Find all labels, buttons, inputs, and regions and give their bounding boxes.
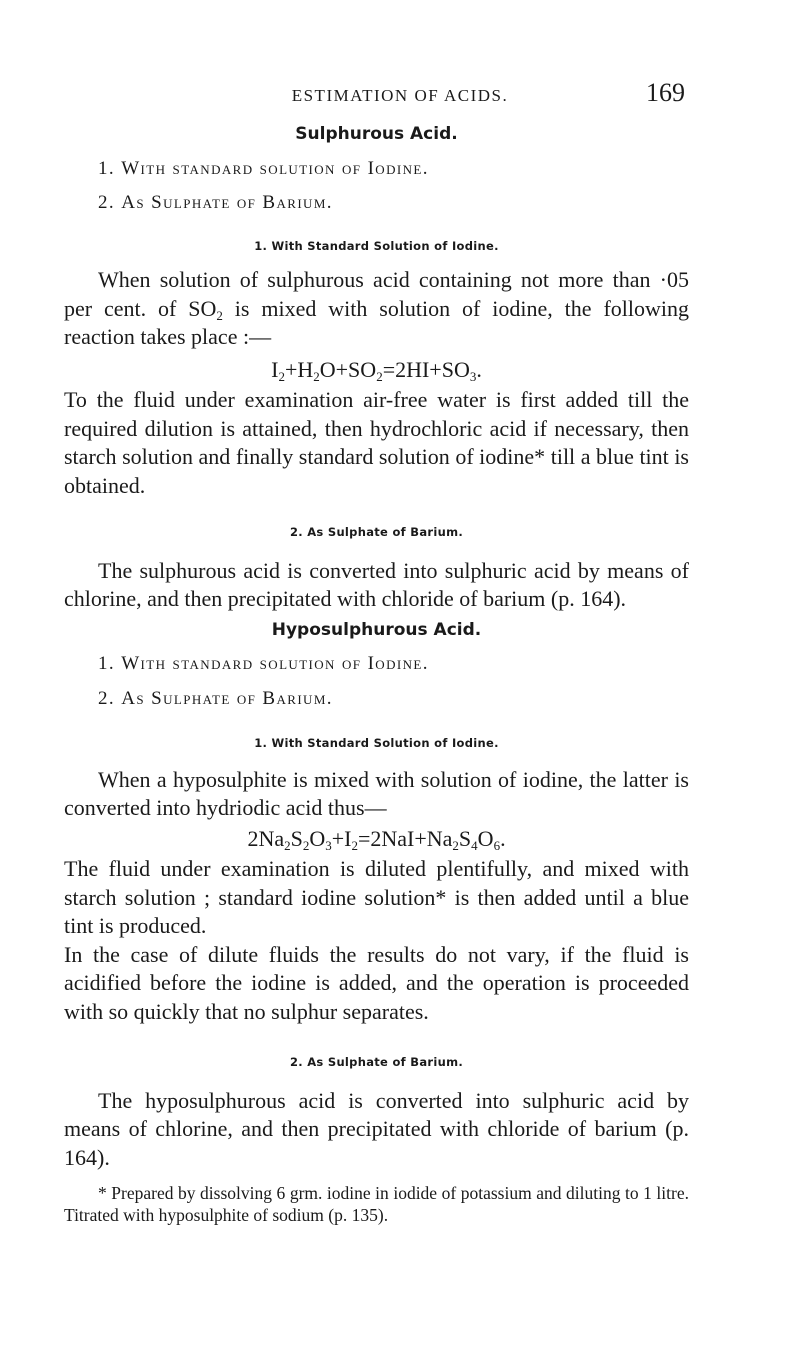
footnote-text: * Prepared by dissolving 6 grm. iodine in iodide of potassium and diluting to 1 litre. Titrated with hyposulphite of sodium (p. 135). — [64, 1183, 689, 1225]
running-title: ESTIMATION OF ACIDS. — [291, 86, 509, 105]
page-number: 169 — [646, 78, 685, 107]
method-list-item — [98, 685, 689, 714]
subsection-heading: 1. With Standard Solution of Iodine. — [254, 736, 499, 750]
footnote — [64, 1182, 689, 1226]
paragraph: In the case of dilute fluids the results do not vary, if the fluid is acidified before the iodine is added, and the operation is proceeded with so quickly that no sulphur separates. — [64, 941, 689, 1024]
method-text: With standard solution of Iodine. — [121, 653, 429, 674]
paragraph: The fluid under examination is diluted plentifully, and mixed with starch solution ; standard iodine solution* is then added until a blue tint is produced. — [64, 856, 689, 938]
method-text: As Sulphate of Barium. — [121, 192, 333, 213]
chemical-equation: $2Na_2S_2O_3+I_2=2NaI+Na_2S_4O_6$. — [247, 825, 506, 853]
method-text: As Sulphate of Barium. — [121, 687, 333, 709]
page-header — [0, 78, 800, 112]
section-heading-sulphurous-acid: Sulphurous Acid. — [295, 124, 458, 144]
paragraph: When solution of sulphurous acid containing not more than ·05 per cent. of $SO_2$ is mixed with solution of iodine, the following reaction takes place :— — [64, 267, 690, 349]
subsection-heading: 1. With Standard Solution of Iodine. — [254, 238, 499, 253]
chemical-equation: $I_2+H_2O+SO_2=2HI+SO_3$. — [271, 356, 482, 384]
method-number: 1. — [98, 157, 116, 179]
page-body — [64, 120, 689, 1226]
paragraph: The sulphurous acid is converted into sulphuric acid by means of chlorine, and then precipitated with chloride of barium (p. 164). — [64, 557, 689, 611]
subsection-heading: 2. As Sulphate of Barium. — [289, 1055, 464, 1069]
method-list-item — [98, 650, 689, 679]
method-list-item — [98, 189, 689, 218]
subsection-heading: 2. As Sulphate of Barium. — [289, 525, 464, 539]
method-number: 2. — [98, 687, 116, 709]
paragraph: The hyposulphurous acid is converted into sulphuric acid by means of chlorine, and then precipitated with chloride of barium (p. 164). — [64, 1087, 689, 1170]
section-heading-hyposulphurous-acid: Hyposulphurous Acid. — [271, 619, 482, 640]
method-list-item — [98, 155, 689, 184]
paragraph: When a hyposulphite is mixed with solution of iodine, the latter is converted into hydriodic acid thus— — [64, 766, 689, 820]
method-number: 1. — [98, 653, 116, 674]
method-text: With standard solution of Iodine. — [121, 157, 429, 179]
paragraph: To the fluid under examination air-free water is first added till the required dilution is attained, then hydrochloric acid if necessary, then starch solution and finally standard solution of iodine* till a blue tint is obtained. — [64, 387, 689, 498]
method-number: 2. — [98, 192, 116, 213]
